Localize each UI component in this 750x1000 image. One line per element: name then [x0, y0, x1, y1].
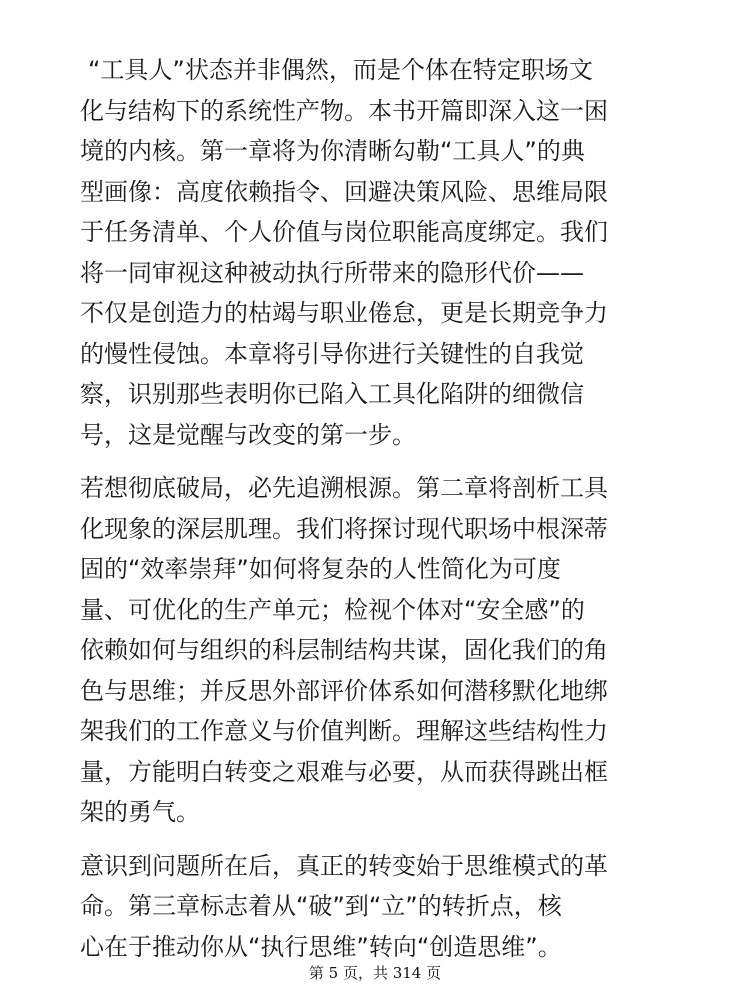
body-text	[80, 50, 690, 967]
text-line: 号，这是觉醒与改变的第一步。	[80, 420, 416, 449]
text-line: 意识到问题所在后，真正的转变始于思维模式的革	[80, 851, 608, 880]
text-line: 量，方能明白转变之艰难与必要，从而获得跳出框	[80, 757, 608, 786]
text-line: 化现象的深层肌理。我们将探讨现代职场中根深蒂	[80, 514, 608, 543]
text-line: 架我们的工作意义与价值判断。理解这些结构性力	[80, 717, 608, 745]
text-line: 不仅是创造力的枯竭与职业倦怠，更是长期竞争力	[80, 299, 608, 327]
paragraph-2	[80, 468, 690, 833]
text-line: 量、可优化的生产单元；检视个体对“安全感”的	[80, 595, 585, 624]
text-line: 型画像：高度依赖指令、回避决策风险、思维局限	[80, 177, 608, 206]
text-line: 将一同审视这种被动执行所带来的隐形代价——	[80, 258, 584, 287]
page-number-footer: 第 5 页，共 314 页	[308, 964, 442, 982]
text-line: 化与结构下的系统性产物。本书开篇即深入这一困	[80, 96, 608, 125]
text-line: 若想彻底破局，必先追溯根源。第二章将剖析工具	[80, 474, 608, 502]
text-line: 固的“效率崇拜”如何将复杂的人性简化为可度	[80, 555, 561, 583]
text-line: 色与思维；并反思外部评价体系如何潜移默化地绑	[80, 676, 608, 705]
text-line: 的慢性侵蚀。本章将引导你进行关键性的自我觉	[80, 339, 584, 368]
text-line: 察，识别那些表明你已陷入工具化陷阱的细微信	[80, 380, 584, 408]
text-line: 架的勇气。	[80, 798, 200, 826]
text-line: 于任务清单、个人价值与岗位职能高度绑定。我们	[80, 218, 608, 246]
paragraph-3	[80, 846, 690, 968]
text-line: 境的内核。第一章将为你清晰勾勒“工具人”的典	[80, 137, 585, 165]
paragraph-1	[80, 50, 690, 455]
text-line: “工具人”状态并非偶然，而是个体在特定职场文	[88, 56, 593, 84]
text-line: 命。第三章标志着从“破”到“立”的转折点，核	[80, 892, 562, 920]
text-line: 依赖如何与组织的科层制结构共谋，固化我们的角	[80, 636, 608, 664]
text-line: 心在于推动你从“执行思维”转向“创造思维”。	[80, 932, 562, 961]
